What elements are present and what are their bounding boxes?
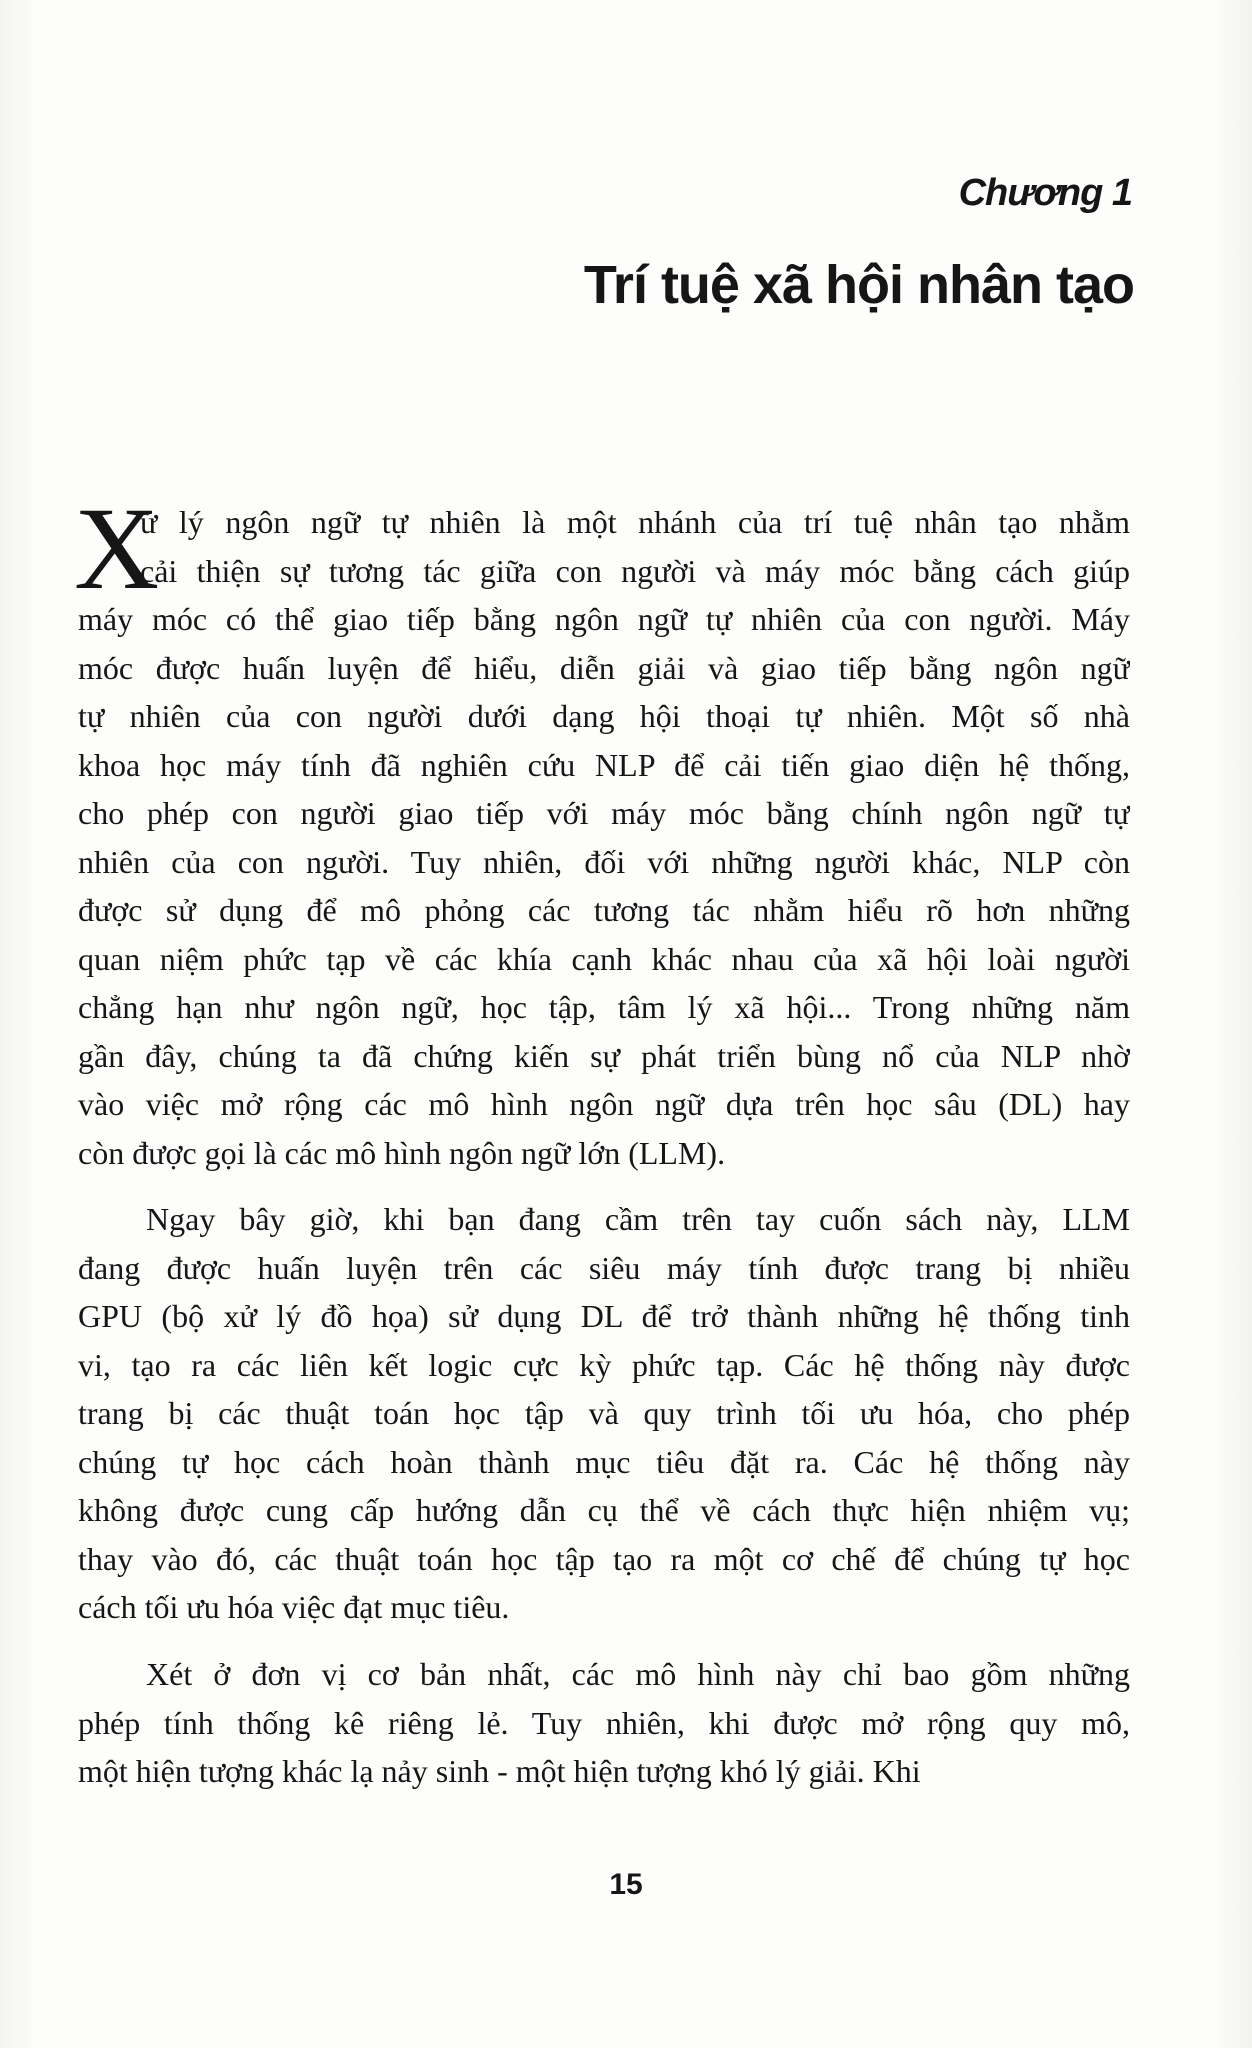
text-line: chẳng hạn như ngôn ngữ, học tập, tâm lý xã hội... Trong những năm	[78, 989, 1130, 1025]
text-line: máy móc có thể giao tiếp bằng ngôn ngữ tự nhiên của con người. Máy	[78, 601, 1130, 637]
text-line: móc được huấn luyện để hiểu, diễn giải và giao tiếp bằng ngôn ngữ	[78, 649, 1130, 686]
paragraph-1	[74, 483, 1130, 1177]
text-line: Xét ở đơn vị cơ bản nhất, các mô hình này chỉ bao gồm những	[146, 1656, 1130, 1692]
text-line: còn được gọi là các mô hình ngôn ngữ lớn (LLM).	[78, 1134, 726, 1171]
paragraph-2	[78, 1195, 1130, 1632]
text-line: tự nhiên của con người dưới dạng hội thoại tự nhiên. Một số nhà	[78, 698, 1130, 734]
text-line: khoa học máy tính đã nghiên cứu NLP để cải tiến giao diện hệ thống,	[78, 746, 1130, 783]
text-line: ử lý ngôn ngữ tự nhiên là một nhánh của trí tuệ nhân tạo nhằm	[140, 504, 1130, 540]
text-line: đang được huấn luyện trên các siêu máy tính được trang bị nhiều	[78, 1249, 1130, 1286]
text-line: chúng tự học cách hoàn thành mục tiêu đặt ra. Các hệ thống này	[78, 1443, 1130, 1480]
text-line: phép tính thống kê riêng lẻ. Tuy nhiên, khi được mở rộng quy mô,	[78, 1704, 1130, 1741]
text-line: cách tối ưu hóa việc đạt mục tiêu.	[78, 1589, 510, 1625]
text-line: vi, tạo ra các liên kết logic cực kỳ phức tạp. Các hệ thống này được	[78, 1346, 1130, 1383]
chapter-title: Trí tuệ xã hội nhân tạo	[583, 255, 1134, 315]
text-line: gần đây, chúng ta đã chứng kiến sự phát triển bùng nổ của NLP nhờ	[78, 1037, 1130, 1074]
chapter-label: Chương 1	[958, 172, 1132, 214]
drop-cap: X	[74, 483, 160, 614]
text-line: cải thiện sự tương tác giữa con người và máy móc bằng cách giúp	[140, 552, 1130, 589]
text-line: nhiên của con người. Tuy nhiên, đối với những người khác, NLP còn	[78, 843, 1130, 880]
text-line: được sử dụng để mô phỏng các tương tác nhằm hiểu rõ hơn những	[78, 892, 1130, 928]
text-line: Ngay bây giờ, khi bạn đang cầm trên tay cuốn sách này, LLM	[146, 1201, 1130, 1237]
text-line: cho phép con người giao tiếp với máy móc bằng chính ngôn ngữ tự	[78, 795, 1130, 831]
paragraph-3	[78, 1650, 1130, 1796]
text-line: GPU (bộ xử lý đồ họa) sử dụng DL để trở thành những hệ thống tinh	[78, 1298, 1130, 1334]
page-number: 15	[609, 1868, 643, 1901]
text-line: một hiện tượng khác lạ nảy sinh - một hiện tượng khó lý giải. Khi	[78, 1753, 921, 1789]
text-line: trang bị các thuật toán học tập và quy trình tối ưu hóa, cho phép	[78, 1395, 1130, 1431]
text-line: vào việc mở rộng các mô hình ngôn ngữ dựa trên học sâu (DL) hay	[78, 1086, 1130, 1122]
text-line: không được cung cấp hướng dẫn cụ thể về cách thực hiện nhiệm vụ;	[78, 1492, 1130, 1528]
text-line: thay vào đó, các thuật toán học tập tạo ra một cơ chế để chúng tự học	[78, 1540, 1130, 1577]
text-line: quan niệm phức tạp về các khía cạnh khác nhau của xã hội loài người	[78, 940, 1130, 977]
